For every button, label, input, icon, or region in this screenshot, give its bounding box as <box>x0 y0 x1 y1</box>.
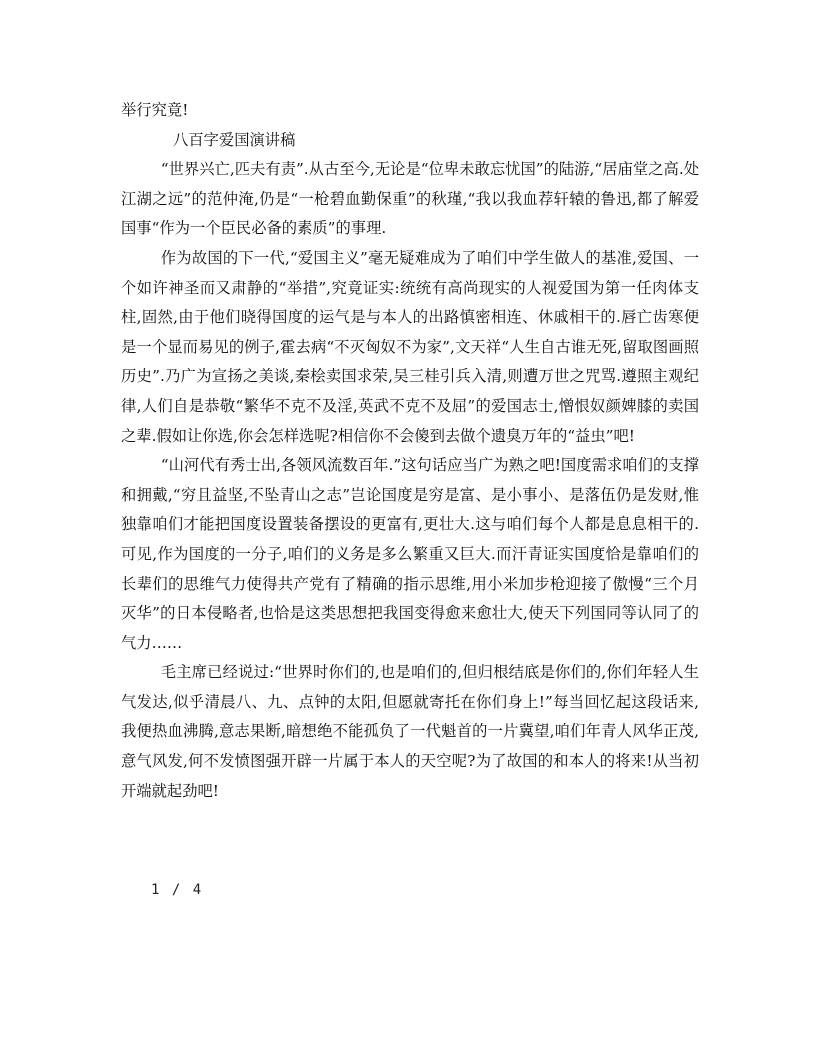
paragraph-2: 作为故国的下一代,“爱国主义”毫无疑难成为了咱们中学生做人的基准,爱国、一个如许神圣而又肃静的“举措”,究竟证实:统统有高尚现实的人视爱国为第一任肉体支柱,固然,由于他们晓得国度的运气是与本人的出路慎密相连、休戚相干的.唇亡齿寒便是一个显而易见的例子,霍去病“不灭匈奴不为家”,文天祥“人生自古谁无死,留取图画照历史”.乃广为宣扬之美谈,秦桧卖国求荣,吴三桂引兵入清,则遭万世之咒骂.遵照主观纪律,人们自是恭敬“繁华不克不及淫,英武不克不及屈”的爱国志士,憎恨奴颜婢膝的卖国之辈.假如让你选,你会怎样选呢?相信你不会傻到去做个遗臭万年的“益虫”吧! <box>121 248 699 445</box>
page-number: 1 / 4 <box>151 882 204 898</box>
paragraph-4: 毛主席已经说过:“世界时你们的,也是咱们的,但归根结底是你们的,你们年轻人生气发达,似乎清晨八、九、点钟的太阳,但愿就寄托在你们身上!”每当回忆起这段话来,我便热血沸腾,意志果断,暗想绝不能孤负了一代魁首的一片冀望,咱们年青人风华正茂,意气风发,何不发愤图强开辟一片属于本人的天空呢?为了故国的和本人的将来!从当初开端就起劲吧! <box>121 663 699 800</box>
document-body <box>121 96 699 806</box>
continuation-line: 举行究竟! <box>121 101 189 119</box>
speech-title: 八百字爱国演讲稿 <box>173 130 296 149</box>
paragraph-3: “山河代有秀士出,各领风流数百年.”这句话应当广为熟之吧!国度需求咱们的支撑和拥戴,“穷且益坚,不坠青山之志”岂论国度是穷是富、是小事小、是落伍仍是发财,惟独靠咱们才能把国度设置装备摆设的更富有,更壮大.这与咱们每个人都是息息相干的.可见,作为国度的一分子,咱们的义务是多么繁重又巨大.而汗青证实国度恰是靠咱们的长辈们的思维气力使得共产党有了精确的指示思维,用小米加步枪迎接了傲慢“三个月灭华”的日本侵略者,也恰是这类思想把我国变得愈来愈壮大,使天下列国同等认同了的气力…… <box>121 456 699 652</box>
paragraph-1: “世界兴亡,匹夫有责”.从古至今,无论是“位卑未敢忘忧国”的陆游,“居庙堂之高.处江湖之远”的范仲淹,仍是“一枪碧血勤保重”的秋瑾,“我以我血荐轩辕的鲁迅,都了解爱国事“作为一个臣民必备的素质”的事理. <box>121 160 699 238</box>
